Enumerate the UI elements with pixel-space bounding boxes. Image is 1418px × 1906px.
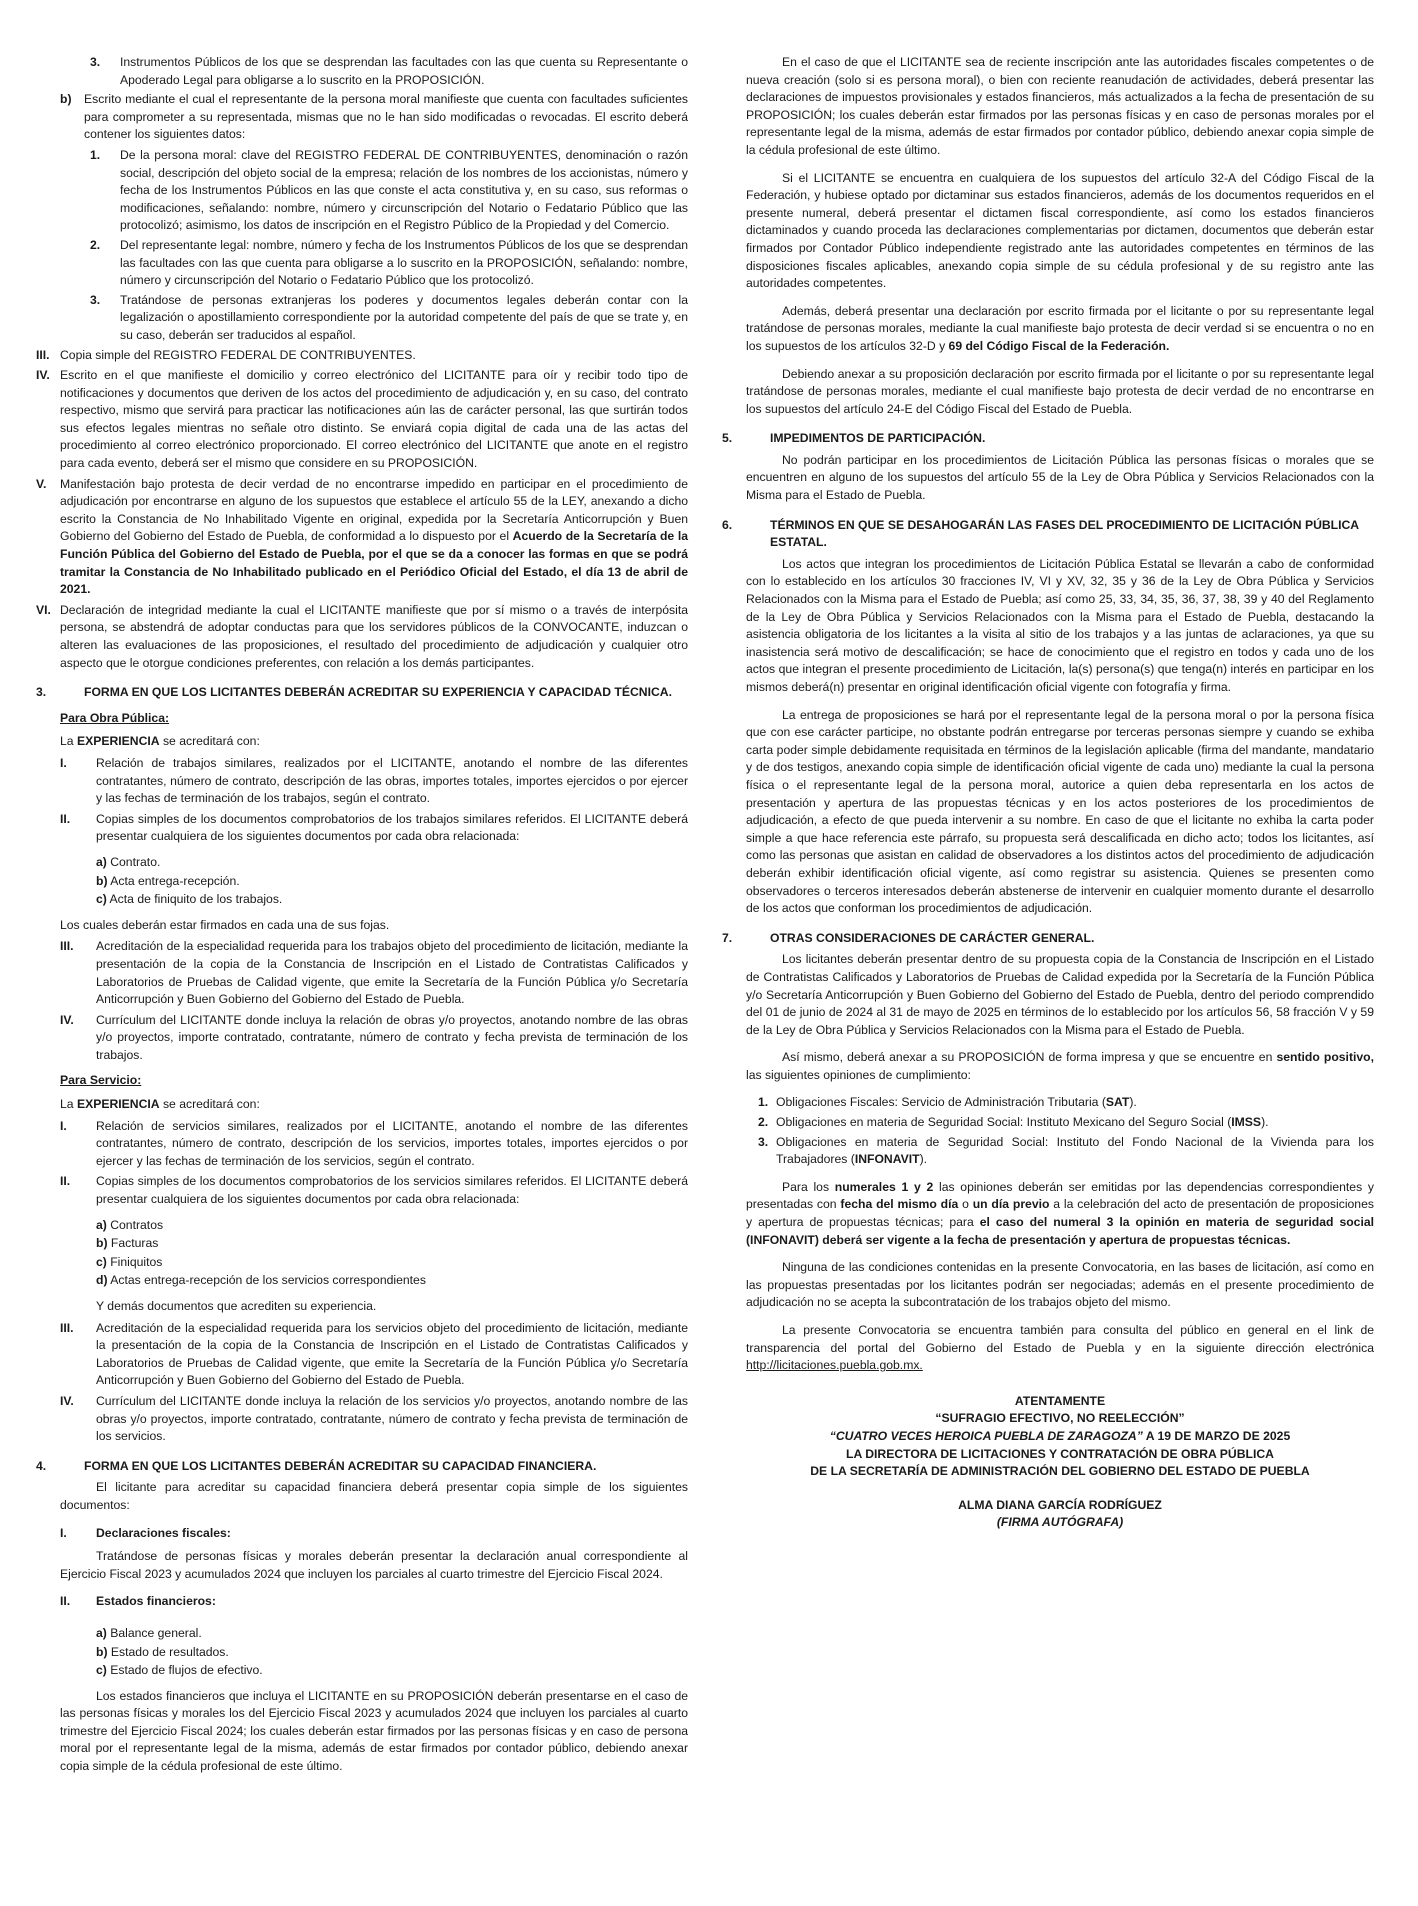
paragraph: Además, deberá presentar una declaración por escrito firmada por el licitante o por su representante legal tratándose de personas morales, mediante la cual manifieste bajo protesta de decir verdad si se encuentra o no en los supuestos de los artículos 32-D y 69 del Código Fiscal de la Federación. xyxy=(746,303,1374,353)
list-item: b) Acta entrega-recepción. xyxy=(96,873,240,888)
paragraph: Los licitantes deberán presentar dentro de su propuesta copia de la Constancia de Inscripción en el Listado de Contratistas Calificados y Laboratorios de Pruebas de Calidad expedida por la Secretaría de la Función Pública y/o Secretaría Anticorrupción y Buen Gobierno del Gobierno del Estado de Puebla, dentro del periodo comprendido del 01 de junio de 2024 al 31 de mayo de 2025 en términos de lo establecido por los artículos 56, 58 fracción V y 59 de la Ley de Obra Pública y Servicios Relacionados con la Misma para el Estado de Puebla. xyxy=(746,952,1374,1037)
list-item: 3. Instrumentos Públicos de los que se desprendan las facultades con las que cuenta su Representante o Apoderado Legal para obligarse a lo suscrito en la PROPOSICIÓN. xyxy=(90,55,688,87)
list-item: VI. Declaración de integridad mediante la cual el LICITANTE manifieste que por sí mismo o a través de interpósita persona, se abstendrá de adoptar conductas para que los servidores públicos de la CONVOCANTE, induzcan o alteren las evaluaciones de las proposiciones, el resultado del procedimiento de adjudicación y cualquier otro aspecto que le otorgue condiciones preferentes, con relación a los demás participantes. xyxy=(36,602,688,670)
paragraph: Los actos que integran los procedimientos de Licitación Pública Estatal se llevarán a cabo de conformidad con lo establecido en los artículos 30 fracciones IV, VI y XV, 32, 35 y 36 de la Ley de Obra Pública y Servicios Relacionados con la Misma para el Estado de Puebla; así como 25, 33, 34, 35, 36, 37, 38, 39 y 40 del Reglamento de la Ley de Obra Pública y Servicios Relacionados con la Misma para el Estado de Puebla, destacando la asistencia obligatoria de los licitantes a la visita al sitio de los trabajos y a las juntas de aclaraciones, ya que su inasistencia será motivo de descalificación; se hace de conocimiento que el registro en todos y cada uno de los actos que integran el presente procedimiento de Licitación, la(s) persona(s) que tenga(n) interés en participar en los mismos deberá(n) presentar en original identificación oficial vigente con fotografía y firma. xyxy=(746,556,1374,694)
list-item: II. Copias simples de los documentos comprobatorios de los servicios similares referidos. El LICITANTE deberá presentar cualquiera de los siguientes documentos por cada obra relacionada: xyxy=(60,1174,688,1207)
paragraph: Los estados financieros que incluya el LICITANTE en su PROPOSICIÓN deberán presentarse en el caso de las personas físicas y morales los del Ejercicio Fiscal 2023 y acumulados 2024 que incluyen los parciales al cuarto trimestre del Ejercicio Fiscal 2024; los cuales deberán estar firmados por las personas físicas y en caso de persona moral por el representante legal de la misma, además de estar firmados por contador público, debiendo anexar copia simple de la cédula profesional de este último. xyxy=(60,1688,688,1774)
document-list xyxy=(96,1625,688,1680)
list-item: 3. Tratándose de personas extranjeras los poderes y documentos legales deberán contar con la legalización o apostillamiento correspondiente por la autoridad competente del país de que se trate y, en su caso, deberán ser traducidos al español. xyxy=(90,292,688,342)
list-item: I. Declaraciones fiscales: xyxy=(60,1525,231,1540)
paragraph: La presente Convocatoria se encuentra también para consulta del público en general en el link de transparencia del portal del Gobierno del Estado de Puebla y en la siguiente dirección electrónica http://licitaciones.puebla.gob.mx. xyxy=(746,1323,1374,1373)
paragraph: Para los numerales 1 y 2 las opiniones deberán ser emitidas por las dependencias correspondientes y presentadas con fecha del mismo día o un día previo a la celebración del acto de presentación de proposiciones y apertura de propuestas técnicas; para el caso del numeral 3 la opinión en materia de seguridad social (INFONAVIT) deberá ser vigente a la fecha de presentación y apertura de propuestas técnicas. xyxy=(746,1179,1374,1247)
transparency-link[interactable]: http://licitaciones.puebla.gob.mx. xyxy=(746,1358,923,1373)
list-item: 2. Del representante legal: nombre, número y fecha de los Instrumentos Públicos de los que se desprendan las facultades con las que cuenta para obligarse a lo suscrito en la PROPOSICIÓN, señalando: nombre, número y circunscripción del Notario o Fedatario Público que los protocolizó. xyxy=(90,237,688,288)
list-item: c) Estado de flujos de efectivo. xyxy=(96,1663,263,1678)
section-heading: 6. TÉRMINOS EN QUE SE DESAHOGARÁN LAS FASES DEL PROCEDIMIENTO DE LICITACIÓN PÚBLICA ESTATAL. xyxy=(722,517,1359,550)
section-heading: 4. FORMA EN QUE LOS LICITANTES DEBERÁN ACREDITAR SU CAPACIDAD FINANCIERA. xyxy=(36,1458,597,1473)
paragraph: En el caso de que el LICITANTE sea de reciente inscripción ante las autoridades fiscales competentes o de nueva creación (solo si es persona moral), o bien con reciente reanudación de actividades, deberá presentar las declaraciones de impuestos provisionales y estados financieros, más actualizados a la fecha de presentación de su PROPOSICIÓN; los cuales deberán estar firmados por las personas físicas y en caso de personas morales por el representante legal de la misma, además de estar firmados por contador público, debiendo anexar copia simple de la cédula profesional de este último. xyxy=(746,55,1374,157)
list-item: IV. Currículum del LICITANTE donde incluya la relación de los servicios y/o proyectos, anotando nombre de las obras y/o proyectos, importe contratado, contratante, número de contrato y fecha prevista de terminación de los servicios. xyxy=(60,1393,688,1444)
paragraph: Ninguna de las condiciones contenidas en la presente Convocatoria, en las bases de licitación, así como en las propuestas presentadas por los licitantes podrán ser negociadas; además en el presente procedimiento de adjudicación no se acepta la subcontratación de los trabajos objeto del mismo. xyxy=(746,1260,1374,1310)
list-item: b) Facturas xyxy=(96,1236,159,1251)
signature-note: (FIRMA AUTÓGRAFA) xyxy=(996,1515,1124,1530)
paragraph: La EXPERIENCIA se acreditará con: xyxy=(60,1097,260,1112)
list-item: c) Acta de finiquito de los trabajos. xyxy=(96,892,283,907)
section-heading: 7. OTRAS CONSIDERACIONES DE CARÁCTER GENERAL. xyxy=(722,930,1095,945)
subsection-heading: Para Servicio: xyxy=(60,1073,142,1088)
list-item: 1. De la persona moral: clave del REGISTRO FEDERAL DE CONTRIBUYENTES, denominación o razón social, descripción del objeto social de la empresa; relación de los nombres de los accionistas, número y fecha de los Instrumentos Públicos en las que conste el acta constitutiva y, en su caso, sus reformas o modificaciones, señalando: nombre, número y circunscripción del Notario o Fedatario Público que las protocolizó; asimismo, los datos de inscripción en el Registro Público de la Propiedad y del Comercio. xyxy=(90,147,688,233)
list-item: 2. Obligaciones en materia de Seguridad Social: Instituto Mexicano del Seguro Social (IMSS). xyxy=(758,1115,1269,1130)
list-item: a) Contratos xyxy=(96,1217,164,1232)
list-item: III. Copia simple del REGISTRO FEDERAL DE CONTRIBUYENTES. xyxy=(36,347,416,362)
list-item: I. Relación de trabajos similares, realizados por el LICITANTE, anotando el nombre de las diferentes contratantes, número de contrato, descripción de las obras, importes totales, importes ejercidos o por ejercer y las fechas de terminación de los trabajos, según el contrato. xyxy=(60,755,688,806)
list-item: a) Balance general. xyxy=(96,1625,202,1640)
document-list xyxy=(96,854,688,909)
document-list xyxy=(96,1217,688,1290)
section-heading: 3. FORMA EN QUE LOS LICITANTES DEBERÁN ACREDITAR SU EXPERIENCIA Y CAPACIDAD TÉCNICA. xyxy=(36,685,672,700)
list-item: II. Estados financieros: xyxy=(60,1594,216,1609)
list-item: III. Acreditación de la especialidad requerida para los trabajos objeto del procedimiento de licitación, mediante la presentación de la copia de la Constancia de Inscripción en el Listado de Contratistas Calificados y Laboratorios de Pruebas de Calidad vigente, que emite la Secretaría de la Función Pública y/o Secretaría Anticorrupción y Buen Gobierno del Gobierno del Estado de Puebla. xyxy=(60,939,688,1007)
paragraph: El licitante para acreditar su capacidad financiera deberá presentar copia simple de los siguientes documentos: xyxy=(60,1480,688,1512)
subsection-heading: Para Obra Pública: xyxy=(60,710,170,725)
paragraph: Los cuales deberán estar firmados en cada una de sus fojas. xyxy=(60,917,390,932)
list-item: d) Actas entrega-recepción de los servicios correspondientes xyxy=(96,1273,426,1288)
paragraph: La EXPERIENCIA se acreditará con: xyxy=(60,734,260,749)
paragraph: La entrega de proposiciones se hará por el representante legal de la persona moral o por la persona física que con ese carácter participe, no obstante podrán entregarse por terceras personas siempre y cuando se exhiba carta poder simple debidamente requisitada en términos de la legislación aplicable (firma del mandante, mandatario y de dos testigos, anexando copia simple de identificación oficial vigente de cada uno) mediante la cual la persona física o el representante legal de la persona moral, autorice a quien deba representarla en los actos de presentación y apertura de las propuestas técnicas y en los actos posteriores de los procedimientos de adjudicación, a efecto de que pueda intervenir a su nombre. En caso de que el licitante no exhiba la carta poder simple a que hace referencia este párrafo, su propuesta será descalificada en dicho acto; todos los licitantes, así como las personas que asistan en calidad de observadores a los distintos actos del procedimiento de adjudicación deberán exhibir identificación oficial vigente, así como registrar su asistencia. Quienes se presenten como observadores o terceros interesados deberán abstenerse de intervenir en cualquier momento durante el desarrollo de los actos que conforman los procedimientos de adjudicación. xyxy=(746,707,1374,916)
paragraph: Si el LICITANTE se encuentra en cualquiera de los supuestos del artículo 32-A del Código Fiscal de la Federación, y hubiese optado por dictaminar sus estados financieros, además de los documentos requeridos en el presente numeral, deberá presentar el dictamen fiscal correspondiente, así como los estados financieros dictaminados y cuando proceda las declaraciones complementarias por dictamen, documentos que deberán estar firmados por Contador Público independiente registrado ante las autoridades competentes en términos de las disposiciones fiscales aplicables, anexando copia simple de su cédula profesional y de su registro ante las autoridades competentes. xyxy=(746,170,1374,291)
list-item: 1. Obligaciones Fiscales: Servicio de Administración Tributaria (SAT). xyxy=(758,1095,1137,1110)
list-item: I. Relación de servicios similares, realizados por el LICITANTE, anotando el nombre de las diferentes contratantes, número de contrato, descripción de los servicios, importes totales, importes ejercidos o por ejercer y las fechas de terminación de los servicios, según el contrato. xyxy=(60,1118,688,1168)
right-column xyxy=(722,54,1374,1532)
paragraph: No podrán participar en los procedimientos de Licitación Pública las personas físicas o morales que se encuentren en alguno de los supuestos del artículo 55 de la Ley de Obra Pública y Servicios Relacionados con la Misma para el Estado de Puebla. xyxy=(746,452,1374,503)
list-item: V. Manifestación bajo protesta de decir verdad de no encontrarse impedido en participar en el procedimiento de adjudicación por encontrarse en alguno de los supuestos que establece el artículo 55 de la LEY, anexando a dicho escrito la Constancia de No Inhabilitado Vigente en original, expedida por la Secretaría Anticorrupción y Buen Gobierno del Gobierno del Estado de Puebla, de conformidad a lo dispuesto por el Acuerdo de la Secretaría de la Función Pública del Gobierno del Estado de Puebla, por el que se da a conocer las formas en que se podrá tramitar la Constancia de No Inhabilitado publicado en el Periódico Oficial del Estado, el día 13 de abril de 2021. xyxy=(36,476,688,597)
paragraph: Y demás documentos que acrediten su experiencia. xyxy=(96,1299,377,1313)
paragraph: Tratándose de personas físicas y morales deberán presentar la declaración anual correspondiente al Ejercicio Fiscal 2023 y acumulados 2024 que incluyen los parciales al cuarto trimestre del Ejercicio Fiscal 2024. xyxy=(60,1549,688,1581)
list-item: III. Acreditación de la especialidad requerida para los servicios objeto del procedimiento de licitación, mediante la presentación de la copia de la Constancia de Inscripción en el Listado de Contratistas Calificados y Laboratorios de Pruebas de Calidad vigente, que emite la Secretaría de la Función Pública y/o Secretaría Anticorrupción y Buen Gobierno del Gobierno del Estado de Puebla. xyxy=(60,1320,688,1388)
paragraph: Debiendo anexar a su proposición declaración por escrito firmada por el licitante o por su representante legal tratándose de personas morales, mediante el cual manifieste bajo protesta de decir verdad de no encontrarse en los supuestos del artículo 24-E del Código Fiscal del Estado de Puebla. xyxy=(746,366,1374,416)
list-item: b) Escrito mediante el cual el representante de la persona moral manifieste que cuenta con facultades suficientes para comprometer a su representada, mismas que no le han sido modificadas o revocadas. El escrito deberá contener los siguientes datos: xyxy=(60,92,688,142)
list-item: IV. Escrito en el que manifieste el domicilio y correo electrónico del LICITANTE para oír y recibir todo tipo de notificaciones y documentos que deriven de los actos del procedimiento de adjudicación y, en su caso, del contrato respectivo, mismo que servirá para practicar las notificaciones aún las de carácter personal, las que surtirán todos sus efectos legales mientras no señale otro distinto. Se enviará copia digital de cada una de las actas del procedimiento al correo electrónico proporcionado. El correo electrónico del LICITANTE que anote en el registro para cada evento, deberá ser el mismo que considere en su PROPOSICIÓN. xyxy=(36,368,688,471)
list-item: b) Estado de resultados. xyxy=(96,1644,229,1659)
list-item: 3. Obligaciones en materia de Seguridad Social: Instituto del Fondo Nacional de la Vivienda para los Trabajadores (INFONAVIT). xyxy=(758,1134,1374,1167)
list-item: c) Finiquitos xyxy=(96,1254,163,1269)
list-item: a) Contrato. xyxy=(96,854,161,869)
list-item: II. Copias simples de los documentos comprobatorios de los trabajos similares referidos. El LICITANTE deberá presentar cualquiera de los siguientes documentos por cada obra relacionada: xyxy=(60,811,688,844)
left-column xyxy=(36,54,688,1786)
list-item: IV. Currículum del LICITANTE donde incluya la relación de obras y/o proyectos, anotando nombre de las obras y/o proyectos, importe contratado, contratante, número de contrato y fecha prevista de terminación de los trabajos. xyxy=(60,1012,688,1062)
signer-name: ALMA DIANA GARCÍA RODRÍGUEZ xyxy=(958,1497,1162,1512)
section-heading: 5. IMPEDIMENTOS DE PARTICIPACIÓN. xyxy=(722,431,986,446)
signature-block: ATENTAMENTE “SUFRAGIO EFECTIVO, NO REELECCIÓN” “CUATRO VECES HEROICA PUEBLA DE ZARAGOZA” A 19 DE MARZO DE 2025 LA DIRECTORA DE LICITACIONES Y CONTRATACIÓN DE OBRA PÚBLICA DE LA SECRETARÍA DE ADMINISTRACIÓN DEL GOBIERNO DEL ESTADO DE PUEBLA ALMA DIANA GARCÍA RODRÍGUEZ (FIRMA AUTÓGRAFA) xyxy=(746,1393,1374,1532)
paragraph: Así mismo, deberá anexar a su PROPOSICIÓN de forma impresa y que se encuentre en sentido positivo, las siguientes opiniones de cumplimiento: xyxy=(746,1050,1375,1082)
opinions-list xyxy=(722,1094,1374,1168)
